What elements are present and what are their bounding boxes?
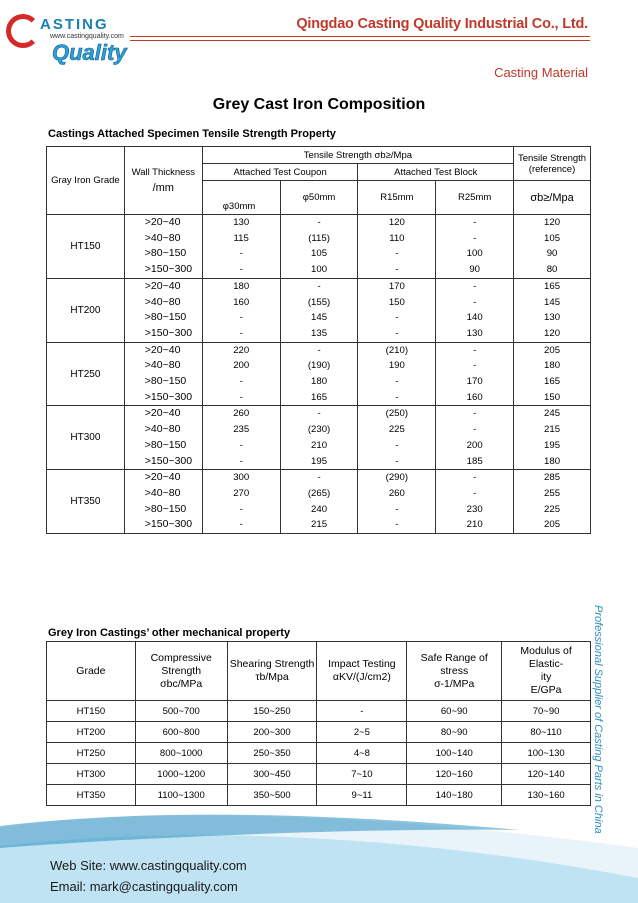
r25-cell-value: 170	[466, 376, 483, 388]
reference-cell-value: 165	[544, 280, 561, 292]
header-wall-thickness-unit: /mm	[152, 182, 174, 194]
r15-cell-value: -	[395, 264, 399, 276]
phi30-cell-value: -	[239, 376, 243, 388]
table-row	[47, 470, 591, 534]
phi50-cell-value: 145	[311, 312, 328, 324]
phi50-cell-value: 240	[311, 503, 328, 515]
phi30-cell-value: 270	[233, 487, 250, 499]
phi50-cell	[280, 215, 358, 279]
r25-cell	[436, 342, 514, 406]
wall-thickness-cell-value: >80~150	[144, 438, 187, 451]
table-row	[47, 722, 591, 743]
r15-cell	[358, 470, 436, 534]
header-phi30: φ30mm	[202, 181, 280, 215]
phi50-cell-value: 180	[311, 376, 328, 388]
header-sigma-b: σb≥/Mpa	[514, 181, 591, 215]
page-footer	[0, 808, 638, 903]
wall-thickness-cell-value: >150~300	[144, 326, 193, 339]
company-name: Qingdao Casting Quality Industrial Co., Ltd.	[296, 16, 588, 32]
r25-cell-value: -	[473, 408, 477, 420]
reference-cell-value: 285	[544, 472, 561, 484]
phi30-cell	[202, 215, 280, 279]
phi30-cell-value: -	[239, 503, 243, 515]
wall-thickness-cell-value: >40~80	[144, 231, 181, 244]
header-phi50: φ50mm	[280, 181, 358, 215]
r15-cell-value: (290)	[385, 472, 409, 484]
grade-cell: HT300	[47, 406, 125, 470]
table-cell: 80~90	[407, 722, 502, 743]
table-cell: 140~180	[407, 785, 502, 806]
phi30-cell-value: -	[239, 391, 243, 403]
wall-thickness-cell-value: >40~80	[144, 423, 181, 436]
column-header-line: Shearing Strength	[229, 658, 315, 670]
table-cell: 70~90	[502, 701, 591, 722]
reference-cell-value: 90	[546, 248, 558, 260]
column-header-line: τb/Mpa	[255, 671, 289, 683]
logo-word-quality: Quality	[52, 40, 127, 65]
r15-cell-value: 110	[389, 232, 405, 244]
logo-c-ring	[6, 14, 40, 48]
phi50-cell-value: 135	[311, 327, 328, 339]
phi30-cell-value: 180	[233, 280, 250, 292]
table-cell: 9~11	[317, 785, 407, 806]
column-header-line: αKV/(J/cm2)	[332, 671, 391, 683]
logo-url: www.castingquality.com	[50, 33, 124, 40]
phi50-cell-value: 215	[311, 519, 328, 531]
table-cell: HT150	[47, 701, 136, 722]
wall-thickness-cell-value: >150~300	[144, 263, 193, 276]
table-cell: 120~140	[502, 764, 591, 785]
r15-cell-value: 120	[388, 217, 405, 228]
reference-cell-value: 150	[544, 391, 561, 403]
table-row	[47, 406, 591, 470]
table-cell: 800~1000	[135, 743, 227, 764]
r15-cell-value: -	[395, 455, 399, 467]
phi50-cell-value: -	[317, 472, 321, 484]
footer-email[interactable]: Email: mark@castingquality.com	[50, 879, 238, 894]
wall-thickness-cell-value: >20~40	[144, 343, 181, 356]
r25-cell	[436, 215, 514, 279]
column-header-line: Compressive	[150, 651, 212, 664]
wall-thickness-cell-value: >20~40	[144, 279, 181, 292]
r25-cell-value: -	[473, 232, 477, 244]
r15-cell-value: (210)	[385, 344, 409, 356]
r25-cell-value: -	[473, 472, 477, 484]
wall-thickness-cell-value: >40~80	[144, 295, 181, 308]
wall-thickness-cell-value: >80~150	[144, 311, 187, 324]
phi50-cell-value: 165	[311, 391, 328, 403]
phi50-cell-value: (190)	[307, 360, 331, 372]
reference-cell-value: 215	[544, 424, 561, 436]
grade-cell: HT200	[47, 278, 125, 342]
r15-cell	[358, 406, 436, 470]
column-header	[227, 642, 317, 701]
header-gray-iron-grade: Gray Iron Grade	[47, 147, 125, 215]
column-header-line: Grade	[76, 664, 106, 677]
r15-cell	[358, 215, 436, 279]
table-row	[47, 743, 591, 764]
grade-cell: HT350	[47, 470, 125, 534]
table-cell: HT350	[47, 785, 136, 806]
side-tagline-text: Professional Supplier of Casting Parts in China	[592, 605, 604, 834]
phi30-cell-value: -	[239, 327, 243, 339]
reference-cell-value: 225	[544, 503, 561, 515]
side-tagline	[592, 605, 608, 835]
r25-cell	[436, 406, 514, 470]
reference-cell	[514, 278, 591, 342]
phi50-cell-value: -	[317, 344, 321, 356]
column-header-line: ity	[540, 671, 552, 683]
document-category: Casting Material	[494, 65, 588, 80]
r25-cell-value: -	[473, 280, 477, 292]
column-header	[317, 642, 407, 701]
r25-cell-value: 230	[466, 503, 483, 515]
phi30-cell-value: 235	[233, 424, 250, 436]
phi50-cell-value: 195	[311, 455, 328, 467]
column-header-line: Safe Range of	[420, 651, 488, 664]
table-cell: 300~450	[227, 764, 317, 785]
r15-cell-value: -	[395, 376, 399, 388]
wall-thickness-cell-value: >20~40	[144, 407, 181, 420]
table-row	[47, 785, 591, 806]
phi50-cell-value: (265)	[307, 487, 331, 499]
phi50-cell	[280, 342, 358, 406]
header-wall-thickness-label: Wall Thickness	[131, 167, 195, 178]
phi50-cell	[280, 278, 358, 342]
phi30-cell-value: 260	[233, 408, 250, 420]
r25-cell-value: -	[473, 296, 477, 308]
reference-cell-value: 205	[544, 344, 561, 356]
r15-cell	[358, 342, 436, 406]
table-cell: 600~800	[135, 722, 227, 743]
r25-cell-value: -	[473, 217, 477, 228]
column-header-line: E/GPa	[530, 684, 562, 696]
header-attached-test-coupon: Attached Test Coupon	[202, 164, 358, 181]
table-cell: 1100~1300	[135, 785, 227, 806]
r15-cell-value: (250)	[385, 408, 409, 420]
phi50-cell-value: 210	[311, 439, 328, 451]
column-header	[407, 642, 502, 701]
wall-thickness-cell-value: >80~150	[144, 247, 187, 260]
column-header	[502, 642, 591, 701]
table-cell: HT250	[47, 743, 136, 764]
phi30-cell-value: -	[239, 519, 243, 531]
header-r25: R25mm	[436, 181, 514, 215]
r15-cell-value: 170	[388, 280, 405, 292]
phi50-cell-value: -	[317, 217, 321, 228]
r15-cell	[358, 278, 436, 342]
r15-cell-value: 225	[388, 424, 405, 436]
table-cell: 200~300	[227, 722, 317, 743]
wall-thickness-cell-value: >80~150	[144, 375, 187, 388]
table-cell: 4~8	[317, 743, 407, 764]
reference-cell-value: 130	[544, 312, 561, 324]
r15-cell-value: -	[395, 248, 399, 260]
table-cell: HT200	[47, 722, 136, 743]
phi50-cell-value: (115)	[308, 232, 330, 244]
r15-cell-value: -	[395, 519, 399, 531]
table-row	[47, 701, 591, 722]
grade-cell: HT250	[47, 342, 125, 406]
phi30-cell-value: 160	[233, 296, 250, 308]
phi50-cell	[280, 406, 358, 470]
header-tensile-strength: Tensile Strength σb≥/Mpa	[202, 147, 513, 164]
r15-cell-value: 260	[388, 487, 405, 499]
header-rule-2	[130, 40, 590, 41]
phi30-cell-value: -	[239, 455, 243, 467]
wall-thickness-cell	[124, 278, 202, 342]
column-header-line: Modulus of Elastic-	[520, 645, 572, 670]
phi30-cell	[202, 406, 280, 470]
r25-cell-value: -	[473, 487, 477, 499]
logo-word-casting: ASTING	[40, 16, 109, 33]
reference-cell-value: 195	[544, 439, 561, 451]
phi30-cell-value: 130	[233, 217, 250, 228]
company-logo	[6, 10, 136, 65]
table-cell: 2~5	[317, 722, 407, 743]
r25-cell-value: 140	[466, 312, 483, 324]
reference-cell-value: 80	[546, 264, 558, 276]
mechanical-property-table	[46, 641, 591, 806]
reference-cell	[514, 470, 591, 534]
table-row	[47, 215, 591, 279]
header-tensile-reference-line1: Tensile Strength	[517, 152, 587, 164]
r25-cell-value: 185	[466, 455, 483, 467]
column-header-line: stress	[440, 664, 469, 677]
phi30-cell-value: -	[239, 248, 243, 260]
r25-cell-value: 160	[466, 391, 483, 403]
table-cell: HT300	[47, 764, 136, 785]
wall-thickness-cell-value: >20~40	[144, 216, 181, 228]
phi50-cell-value: (230)	[307, 424, 331, 436]
column-header-line: Strength	[161, 664, 202, 677]
r25-cell-value: 100	[466, 248, 483, 260]
phi30-cell-value: 300	[233, 472, 250, 484]
column-header	[47, 642, 136, 701]
header-attached-test-block: Attached Test Block	[358, 164, 514, 181]
reference-cell-value: 245	[544, 408, 561, 420]
phi30-cell	[202, 470, 280, 534]
reference-cell-value: 105	[544, 232, 561, 244]
r25-cell-value: -	[473, 360, 477, 372]
table-cell: 130~160	[502, 785, 591, 806]
section-title-tensile: Castings Attached Specimen Tensile Strength Property	[48, 128, 336, 140]
wall-thickness-cell-value: >80~150	[144, 502, 187, 515]
phi50-cell-value: -	[317, 408, 321, 420]
reference-cell-value: 180	[544, 360, 561, 372]
phi30-cell-value: 200	[233, 360, 250, 372]
wall-thickness-cell-value: >150~300	[144, 518, 193, 531]
table-cell: 7~10	[317, 764, 407, 785]
reference-cell	[514, 342, 591, 406]
tensile-strength-table	[46, 146, 591, 534]
r25-cell	[436, 278, 514, 342]
wall-thickness-cell	[124, 470, 202, 534]
table-cell: 80~110	[502, 722, 591, 743]
r25-cell-value: 200	[466, 439, 483, 451]
phi50-cell	[280, 470, 358, 534]
reference-cell-value: 120	[544, 327, 561, 339]
table-cell: 120~160	[407, 764, 502, 785]
page-title: Grey Cast Iron Composition	[212, 96, 426, 113]
column-header	[135, 642, 227, 701]
table-cell: 100~140	[407, 743, 502, 764]
table-row	[47, 278, 591, 342]
table-cell: 60~90	[407, 701, 502, 722]
phi30-cell-value: -	[239, 264, 243, 276]
reference-cell-value: 145	[544, 296, 561, 308]
header-r15: R15mm	[358, 181, 436, 215]
column-header-line: Impact Testing	[328, 658, 396, 670]
table-cell: 350~500	[227, 785, 317, 806]
table-row	[47, 342, 591, 406]
wall-thickness-cell-value: >20~40	[144, 471, 181, 484]
wall-thickness-cell	[124, 215, 202, 279]
r15-cell-value: -	[395, 312, 399, 324]
section-title-mechanical: Grey Iron Castings’ other mechanical property	[48, 627, 291, 639]
reference-cell-value: 165	[544, 376, 561, 388]
reference-cell	[514, 215, 591, 279]
header-tensile-reference-line2: (reference)	[528, 163, 576, 175]
r25-cell-value: -	[473, 344, 477, 356]
r25-cell-value: 130	[466, 327, 483, 339]
header-wall-thickness	[124, 147, 202, 215]
r15-cell-value: -	[395, 503, 399, 515]
wall-thickness-cell-value: >150~300	[144, 390, 193, 403]
phi50-cell-value: -	[317, 280, 321, 292]
phi30-cell-value: 115	[233, 232, 249, 244]
r15-cell-value: 190	[388, 360, 405, 372]
table-cell: -	[317, 701, 407, 722]
reference-cell-value: 120	[544, 217, 561, 228]
table-cell: 250~350	[227, 743, 317, 764]
table-cell: 1000~1200	[135, 764, 227, 785]
phi50-cell-value: 100	[311, 264, 328, 276]
header-tensile-reference	[514, 147, 591, 181]
r15-cell-value: -	[395, 391, 399, 403]
r15-cell-value: -	[395, 327, 399, 339]
phi30-cell-value: -	[239, 439, 243, 451]
table-row	[47, 764, 591, 785]
phi30-cell	[202, 278, 280, 342]
reference-cell	[514, 406, 591, 470]
phi30-cell-value: -	[239, 312, 243, 324]
table-cell: 150~250	[227, 701, 317, 722]
grade-cell: HT150	[47, 215, 125, 279]
phi50-cell-value: (155)	[307, 296, 331, 308]
table-cell: 500~700	[135, 701, 227, 722]
wall-thickness-cell	[124, 342, 202, 406]
r25-cell-value: 90	[469, 264, 480, 276]
wall-thickness-cell-value: >40~80	[144, 359, 181, 372]
phi50-cell-value: 105	[311, 248, 328, 260]
wall-thickness-cell	[124, 406, 202, 470]
r25-cell-value: 210	[466, 519, 483, 531]
header-rule	[130, 36, 590, 37]
table-header-row	[47, 642, 591, 701]
phi30-cell	[202, 342, 280, 406]
column-header-line: σbc/MPa	[160, 677, 203, 690]
phi30-cell-value: 220	[233, 344, 250, 356]
r15-cell-value: 150	[388, 296, 405, 308]
table-cell: 100~130	[502, 743, 591, 764]
r25-cell	[436, 470, 514, 534]
footer-website[interactable]: Web Site: www.castingquality.com	[50, 858, 247, 873]
column-header-line: σ-1/MPa	[434, 677, 475, 690]
reference-cell-value: 180	[544, 455, 561, 467]
reference-cell-value: 205	[544, 519, 561, 531]
wall-thickness-cell-value: >40~80	[144, 486, 181, 499]
reference-cell-value: 255	[544, 487, 561, 499]
r15-cell-value: -	[395, 439, 399, 451]
wall-thickness-cell-value: >150~300	[144, 454, 193, 467]
r25-cell-value: -	[473, 424, 477, 436]
